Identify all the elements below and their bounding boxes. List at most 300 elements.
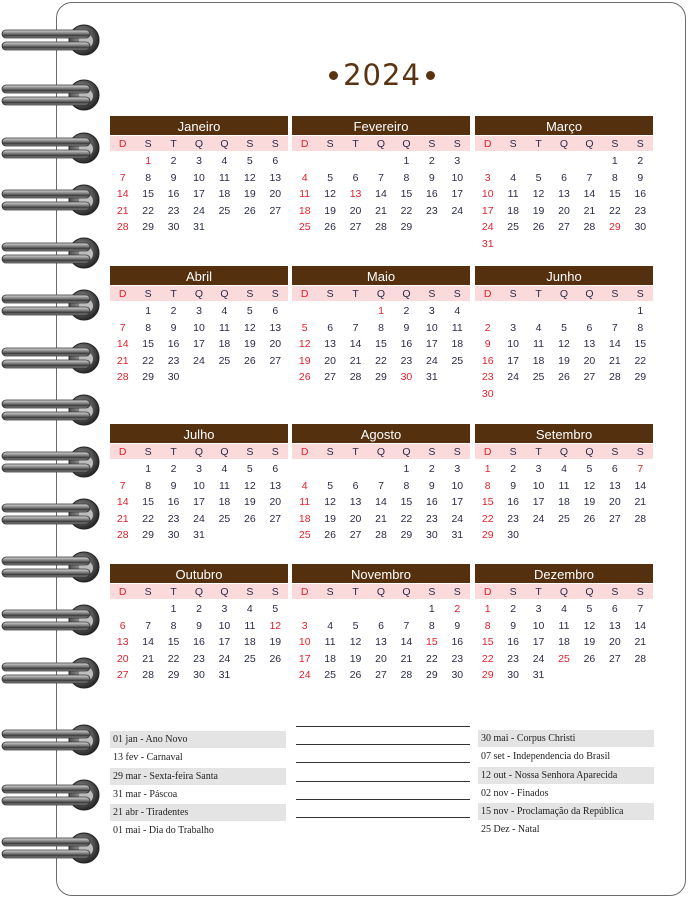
day-cell: 6	[272, 463, 279, 475]
day-cell: 6	[611, 463, 618, 475]
day-cell: 25	[558, 512, 570, 525]
binding-ring	[2, 133, 99, 163]
day-cell: 4	[221, 463, 228, 475]
day-cell: 31	[451, 529, 464, 541]
day-cell: 15	[142, 338, 154, 350]
day-cell: 21	[375, 204, 387, 217]
day-cell: 24	[451, 512, 464, 525]
weekday-label: T	[170, 288, 177, 300]
day-cell: 7	[119, 321, 126, 334]
day-cell: 29	[481, 669, 494, 681]
day-cell: 5	[301, 321, 308, 334]
day-cell: 24	[193, 512, 205, 525]
day-cell: 21	[116, 512, 129, 525]
day-cell: 28	[349, 371, 362, 383]
day-cell: 14	[375, 188, 387, 200]
day-cell: 23	[400, 354, 413, 367]
day-cell: 3	[535, 463, 542, 475]
day-cell: 4	[301, 171, 308, 184]
day-cell: 15	[426, 636, 438, 648]
day-cell: 11	[558, 479, 570, 492]
day-cell: 30	[167, 221, 180, 233]
day-cell: 25	[244, 652, 256, 665]
weekday-label: D	[300, 288, 309, 300]
day-cell: 25	[298, 221, 311, 233]
day-cell: 1	[484, 463, 491, 475]
day-cell: 24	[451, 204, 464, 217]
day-cell: 16	[400, 338, 413, 350]
note-line	[296, 762, 470, 763]
binding-ring	[2, 80, 99, 110]
day-cell: 3	[196, 155, 202, 167]
day-cell: 19	[349, 652, 362, 665]
day-cell: 12	[532, 188, 545, 200]
holiday-item: 15 nov - Proclamação da República	[478, 803, 654, 820]
day-cell: 5	[272, 603, 279, 615]
day-cell: 17	[218, 636, 231, 648]
weekday-label: S	[326, 138, 334, 150]
day-cell: 10	[532, 619, 545, 632]
day-cell: 16	[507, 636, 519, 648]
day-cell: 19	[244, 496, 256, 508]
day-cell: 12	[324, 188, 336, 200]
day-cell: 15	[634, 338, 647, 350]
day-cell: 26	[324, 529, 336, 541]
day-cell: 23	[634, 204, 647, 217]
day-cell: 5	[561, 321, 567, 334]
day-cell: 29	[142, 221, 154, 233]
day-cell: 2	[484, 321, 491, 334]
day-cell: 21	[634, 636, 647, 648]
day-cell: 18	[558, 496, 570, 508]
binding-ring	[2, 605, 99, 635]
holiday-item: 31 mar - Páscoa	[113, 788, 178, 800]
day-cell: 24	[532, 652, 545, 665]
day-cell: 26	[269, 652, 282, 665]
day-cell: 21	[116, 354, 129, 367]
day-cell: 7	[611, 321, 618, 334]
weekday-label: T	[170, 138, 177, 150]
day-cell: 28	[116, 529, 129, 541]
day-cell: 25	[298, 529, 311, 541]
day-cell: 9	[510, 479, 517, 492]
day-cell: 13	[349, 188, 362, 200]
day-cell: 11	[244, 619, 256, 632]
day-cell: 28	[116, 221, 129, 233]
holidays-list-right	[478, 730, 654, 840]
weekday-label: S	[246, 288, 254, 300]
day-cell: 1	[403, 463, 410, 475]
binding-ring	[2, 780, 99, 810]
month-name: Abril	[110, 266, 288, 285]
day-cell: 25	[532, 371, 545, 383]
day-grid	[110, 153, 288, 236]
day-cell: 22	[481, 512, 494, 525]
day-cell: 5	[327, 171, 334, 184]
day-cell: 3	[510, 321, 517, 334]
empty-cell	[368, 461, 393, 478]
holiday-item: 01 mai - Dia do Trabalho	[113, 825, 214, 837]
day-cell: 9	[428, 479, 435, 492]
day-cell: 22	[400, 204, 413, 217]
weekday-label: D	[300, 586, 309, 598]
weekday-label: Q	[376, 288, 386, 300]
day-cell: 16	[634, 188, 647, 200]
weekday-header	[110, 444, 288, 459]
weekday-label: D	[118, 586, 127, 598]
day-cell: 25	[218, 354, 231, 367]
month-name: Outubro	[110, 564, 288, 583]
day-grid	[475, 153, 653, 252]
day-cell: 9	[510, 619, 517, 632]
day-cell: 11	[558, 619, 570, 632]
day-cell: 19	[583, 496, 596, 508]
note-line	[296, 799, 470, 800]
day-cell: 12	[583, 479, 596, 492]
empty-cell	[343, 303, 368, 320]
day-cell: 29	[609, 221, 621, 233]
month-name: Maio	[292, 266, 470, 285]
day-cell: 24	[481, 221, 494, 233]
weekday-label: S	[271, 586, 279, 598]
day-cell: 8	[145, 171, 152, 184]
binding-ring	[2, 185, 99, 215]
day-cell: 11	[218, 171, 230, 184]
weekday-label: Q	[585, 138, 594, 150]
weekday-label: Q	[402, 288, 411, 300]
day-cell: 11	[299, 188, 311, 200]
day-cell: 17	[481, 204, 494, 217]
day-cell: 7	[352, 321, 359, 334]
month-dezembro	[475, 564, 653, 684]
weekday-label: Q	[194, 586, 204, 598]
day-cell: 3	[301, 619, 308, 632]
note-line	[296, 781, 470, 782]
day-cell: 13	[583, 338, 596, 350]
day-cell: 30	[634, 221, 647, 233]
weekday-label: S	[636, 288, 644, 300]
binding-ring	[2, 833, 99, 863]
day-cell: 2	[196, 603, 202, 615]
day-cell: 24	[426, 354, 438, 367]
day-cell: 30	[193, 669, 205, 681]
day-cell: 23	[481, 371, 494, 383]
day-cell: 26	[244, 204, 256, 217]
day-cell: 13	[609, 479, 621, 492]
day-cell: 26	[583, 512, 596, 525]
weekday-label: S	[509, 586, 517, 598]
weekday-label: S	[144, 446, 152, 458]
day-cell: 25	[451, 354, 464, 367]
day-cell: 7	[403, 619, 410, 632]
day-cell: 4	[301, 479, 308, 492]
weekday-label: Q	[376, 138, 386, 150]
weekday-label: S	[246, 446, 254, 458]
weekday-label: S	[246, 138, 254, 150]
day-cell: 11	[218, 321, 230, 334]
day-cell: 29	[400, 221, 413, 233]
weekday-label: D	[483, 586, 492, 598]
day-cell: 24	[532, 512, 545, 525]
day-cell: 10	[507, 338, 519, 350]
empty-cell	[110, 461, 135, 478]
day-cell: 20	[269, 496, 282, 508]
day-cell: 16	[426, 496, 438, 508]
day-cell: 20	[583, 354, 596, 367]
day-cell: 1	[378, 305, 384, 317]
month-name: Junho	[475, 266, 653, 285]
day-cell: 23	[426, 512, 438, 525]
day-cell: 6	[352, 479, 359, 492]
day-cell: 31	[193, 221, 205, 233]
day-cell: 4	[327, 619, 334, 632]
day-cell: 13	[116, 636, 129, 648]
day-grid	[292, 153, 470, 236]
weekday-label: T	[170, 446, 177, 458]
day-cell: 7	[119, 171, 126, 184]
weekday-header	[475, 136, 653, 151]
day-cell: 21	[116, 204, 129, 217]
day-cell: 22	[375, 354, 387, 367]
day-grid	[110, 601, 288, 684]
day-cell: 30	[167, 529, 180, 541]
day-cell: 9	[403, 321, 410, 334]
empty-cell	[110, 601, 135, 618]
day-cell: 10	[532, 479, 545, 492]
day-cell: 27	[349, 221, 362, 233]
day-cell: 11	[451, 321, 463, 334]
day-cell: 28	[634, 652, 647, 665]
day-cell: 26	[583, 652, 596, 665]
day-cell: 27	[269, 204, 282, 217]
holiday-item: 02 nov - Finados	[481, 787, 549, 799]
day-cell: 8	[428, 619, 435, 632]
day-cell: 25	[218, 512, 231, 525]
day-cell: 15	[481, 496, 494, 508]
weekday-label: D	[118, 288, 127, 300]
empty-cell	[577, 303, 602, 320]
day-cell: 4	[561, 603, 567, 615]
weekday-header	[292, 136, 470, 151]
day-cell: 30	[400, 371, 413, 383]
weekday-label: D	[300, 138, 309, 150]
day-cell: 10	[451, 479, 464, 492]
day-grid	[475, 601, 653, 684]
empty-cell	[551, 303, 576, 320]
empty-cell	[475, 303, 500, 320]
day-cell: 6	[352, 171, 359, 184]
day-cell: 12	[244, 479, 256, 492]
empty-cell	[500, 303, 525, 320]
day-cell: 25	[218, 204, 231, 217]
day-cell: 3	[535, 603, 542, 615]
weekday-label: S	[326, 586, 334, 598]
weekday-label: S	[144, 586, 152, 598]
day-cell: 1	[145, 463, 152, 475]
day-cell: 23	[193, 652, 205, 665]
day-cell: 18	[324, 652, 336, 665]
day-cell: 16	[507, 496, 519, 508]
day-cell: 17	[451, 496, 464, 508]
weekday-label: T	[535, 586, 542, 598]
month-abril	[110, 266, 288, 386]
day-cell: 20	[269, 338, 282, 350]
day-cell: 19	[269, 636, 282, 648]
day-cell: 29	[426, 669, 438, 681]
binding-ring	[2, 238, 99, 268]
day-cell: 29	[142, 371, 154, 383]
weekday-label: S	[271, 446, 279, 458]
weekday-label: S	[453, 446, 461, 458]
month-name: Agosto	[292, 424, 470, 443]
weekday-label: Q	[559, 446, 569, 458]
day-cell: 18	[244, 636, 256, 648]
day-cell: 14	[116, 338, 129, 350]
day-cell: 16	[167, 496, 180, 508]
day-cell: 18	[298, 204, 311, 217]
year-text: 2024	[343, 58, 421, 92]
day-cell: 21	[609, 354, 621, 367]
day-cell: 13	[269, 171, 282, 184]
day-cell: 14	[400, 636, 413, 648]
day-cell: 19	[244, 338, 256, 350]
day-cell: 9	[196, 619, 202, 632]
day-cell: 23	[167, 354, 180, 367]
weekday-label: D	[118, 446, 127, 458]
day-cell: 21	[634, 496, 647, 508]
day-cell: 11	[507, 188, 519, 200]
day-cell: 17	[426, 338, 438, 350]
holidays-list-left	[110, 731, 286, 841]
day-cell: 7	[637, 603, 644, 615]
day-cell: 1	[145, 155, 152, 167]
weekday-label: S	[509, 288, 517, 300]
day-cell: 14	[634, 619, 647, 632]
day-cell: 29	[142, 529, 154, 541]
weekday-label: S	[611, 446, 619, 458]
empty-cell	[292, 303, 317, 320]
day-cell: 18	[451, 338, 464, 350]
day-cell: 30	[426, 529, 438, 541]
day-cell: 7	[586, 171, 593, 184]
holiday-item: 12 out - Nossa Senhora Aparecida	[478, 767, 654, 784]
day-cell: 18	[218, 496, 231, 508]
month-novembro	[292, 564, 470, 684]
day-cell: 29	[634, 371, 647, 383]
day-grid	[292, 461, 470, 544]
day-cell: 11	[299, 496, 311, 508]
day-cell: 28	[609, 371, 621, 383]
day-cell: 10	[218, 619, 231, 632]
binding-ring	[2, 725, 99, 755]
day-cell: 15	[142, 188, 154, 200]
weekday-label: S	[611, 586, 619, 598]
day-cell: 17	[507, 354, 519, 367]
weekday-label: Q	[376, 446, 386, 458]
day-cell: 28	[583, 221, 596, 233]
day-cell: 30	[481, 387, 494, 400]
day-cell: 7	[378, 171, 384, 184]
month-name: Setembro	[475, 424, 653, 443]
day-cell: 7	[637, 463, 644, 475]
day-cell: 23	[167, 512, 180, 525]
day-cell: 22	[167, 652, 180, 665]
day-cell: 17	[451, 188, 464, 200]
day-cell: 15	[609, 188, 621, 200]
day-cell: 22	[142, 354, 154, 367]
holiday-item: 25 Dez - Natal	[481, 824, 540, 836]
day-cell: 13	[324, 338, 336, 350]
day-cell: 5	[586, 463, 593, 475]
day-cell: 28	[116, 371, 129, 383]
day-cell: 26	[244, 354, 256, 367]
year-title	[322, 58, 442, 92]
weekday-label: S	[428, 586, 436, 598]
weekday-label: T	[352, 586, 359, 598]
day-cell: 8	[145, 479, 152, 492]
day-cell: 23	[451, 652, 464, 665]
weekday-label: Q	[220, 138, 229, 150]
day-cell: 26	[349, 669, 362, 681]
day-cell: 15	[481, 636, 494, 648]
day-cell: 3	[196, 463, 202, 475]
day-cell: 11	[324, 636, 336, 648]
day-cell: 17	[193, 338, 205, 350]
day-cell: 18	[298, 512, 311, 525]
weekday-label: S	[326, 288, 334, 300]
day-cell: 2	[170, 305, 177, 317]
day-cell: 12	[558, 338, 570, 350]
day-cell: 1	[484, 603, 491, 615]
day-cell: 19	[324, 204, 336, 217]
empty-cell	[292, 153, 317, 170]
empty-cell	[526, 303, 551, 320]
day-cell: 10	[298, 636, 311, 648]
day-cell: 25	[507, 221, 519, 233]
weekday-header	[110, 286, 288, 301]
day-cell: 23	[167, 204, 180, 217]
day-cell: 2	[428, 155, 435, 167]
day-cell: 4	[510, 171, 517, 184]
day-cell: 6	[119, 619, 126, 632]
empty-cell	[551, 153, 576, 170]
month-julho	[110, 424, 288, 544]
empty-cell	[343, 153, 368, 170]
empty-cell	[475, 153, 500, 170]
day-cell: 19	[244, 188, 256, 200]
day-cell: 14	[142, 636, 154, 648]
month-name: Dezembro	[475, 564, 653, 583]
day-cell: 7	[378, 479, 384, 492]
holiday-item: 01 jan - Ano Novo	[110, 731, 286, 748]
weekday-label: D	[118, 138, 127, 150]
day-cell: 8	[170, 619, 177, 632]
month-name: Março	[475, 116, 653, 135]
day-cell: 17	[532, 496, 545, 508]
binding-ring	[2, 658, 99, 688]
day-cell: 30	[507, 669, 519, 681]
day-cell: 3	[484, 171, 491, 184]
weekday-label: Q	[194, 446, 204, 458]
day-cell: 2	[428, 463, 435, 475]
weekday-header	[292, 444, 470, 459]
day-cell: 3	[428, 305, 435, 317]
day-cell: 19	[583, 636, 596, 648]
weekday-label: S	[144, 138, 152, 150]
day-cell: 24	[218, 652, 231, 665]
day-grid	[110, 303, 288, 386]
day-cell: 2	[170, 155, 177, 167]
